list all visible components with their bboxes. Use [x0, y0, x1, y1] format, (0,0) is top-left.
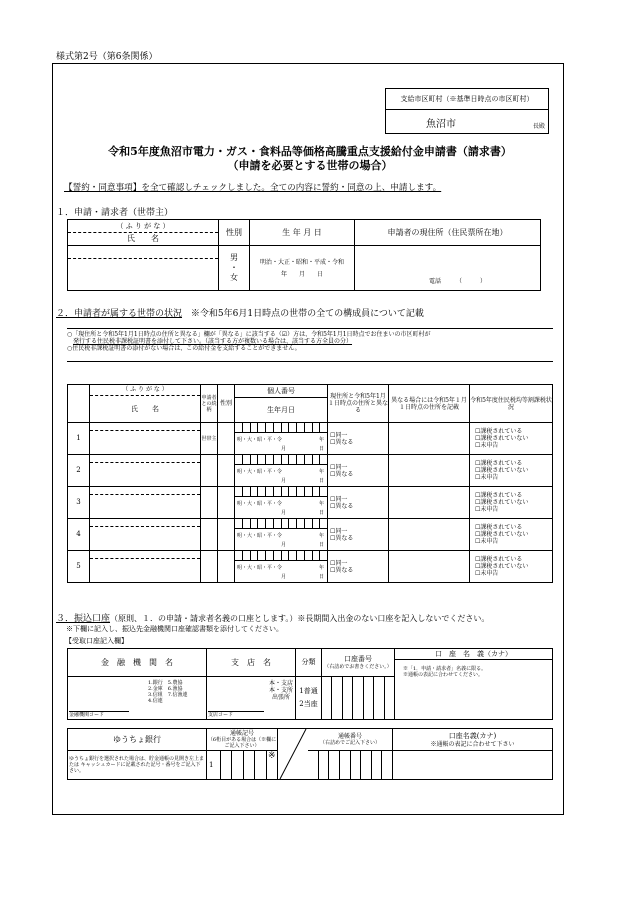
checkbox-different[interactable]: ☐異なる [330, 470, 354, 478]
section3-heading: ３．振込口座 [56, 614, 111, 624]
checkbox-not-taxed[interactable]: ☐課税されていない [475, 563, 529, 570]
tax-status-cell[interactable] [470, 519, 553, 551]
address-same-cell[interactable] [328, 455, 389, 487]
col-tax-status: 令和5年度住民税均等割課税状況 [470, 385, 553, 423]
kigo-sub: （6桁目がある場合は（※欄にご記入下さい） [207, 737, 277, 749]
bango-boxes[interactable] [308, 751, 393, 780]
kigo-boxes[interactable] [207, 751, 278, 780]
era-options: 明・大・昭・平・令 [237, 501, 283, 507]
tax-status-cell[interactable] [470, 487, 553, 519]
branch-code-label: 支店コード [208, 711, 264, 718]
address-same-cell[interactable] [328, 551, 389, 583]
checkbox-not-declared[interactable]: ☐未申告 [475, 538, 499, 545]
checkbox-not-declared[interactable]: ☐未申告 [475, 570, 499, 577]
info-line-2: 発行する住民税非課税証明書を添付して下さい。（該当する方が複数いる場合は、該当する方全員の分） [73, 338, 353, 345]
consent-statement: 【誓約・同意事項】を全て確認しチェックしました。全ての内容に誓約・同意の上、申請します。 [64, 183, 442, 193]
member-relation-cell[interactable] [201, 519, 218, 551]
checkbox-taxed[interactable]: ☐課税されている [475, 460, 523, 467]
checkbox-not-declared[interactable]: ☐未申告 [475, 474, 499, 481]
account-sub: （右詰めでお書きください。） [324, 664, 392, 670]
member-name-cell[interactable] [90, 551, 201, 583]
address-same-cell[interactable] [328, 423, 389, 455]
checkbox-different[interactable]: ☐異なる [330, 534, 354, 542]
member-relation-cell[interactable] [201, 551, 218, 583]
applicant-table [67, 219, 541, 291]
member-relation-cell[interactable] [201, 487, 218, 519]
checkbox-different[interactable]: ☐異なる [330, 566, 354, 574]
sex-header: 性別 [219, 220, 250, 246]
applicant-dob-cell[interactable] [250, 246, 355, 291]
old-address-cell[interactable] [389, 423, 470, 455]
sex-choice[interactable] [219, 246, 250, 291]
member-name-cell[interactable] [90, 519, 201, 551]
month-label: 月 [281, 574, 287, 580]
account-box-label: 【受取口座記入欄】 [65, 637, 128, 645]
month-label: 月 [281, 542, 287, 548]
era-options: 明・大・昭・平・令 [237, 533, 283, 539]
era-options: 明・大・昭・平・令 [237, 469, 283, 475]
checkbox-not-taxed[interactable]: ☐課税されていない [475, 531, 529, 538]
day-label: 日 [318, 510, 324, 516]
ymd-label: 年 月 日 [280, 270, 323, 278]
member-number-dob-cell[interactable] [235, 519, 328, 551]
col-address-diff: 異なる場合には令和5年１月１日時点の住所を記載 [389, 385, 470, 423]
bank-name-cell[interactable] [68, 677, 207, 720]
col-mynumber: 個人番号 [235, 385, 327, 398]
kigo-first-digit: 1 [209, 761, 214, 769]
dob-header: 生 年 月 日 [250, 220, 355, 246]
mynumber-boxes[interactable] [235, 551, 327, 561]
member-number-dob-cell[interactable] [235, 551, 328, 583]
member-name-cell[interactable] [90, 423, 201, 455]
col-furigana: （ ふ り が な ） [90, 385, 200, 396]
info-box [67, 328, 553, 362]
municipality-suffix: 長殿 [532, 123, 545, 130]
applicant-address-cell[interactable] [355, 246, 541, 291]
checkbox-not-declared[interactable]: ☐未申告 [475, 442, 499, 449]
branch-name-cell[interactable] [207, 677, 296, 720]
sex-male[interactable]: 男 [230, 253, 238, 262]
col-relation: 申請者との続柄 [201, 385, 218, 423]
row-number: 1 [68, 423, 90, 455]
holder-note-2: ※通帳の表記に合わせてください。 [403, 672, 484, 678]
checkbox-same[interactable]: ☐同一 [330, 527, 348, 535]
furigana-label: （ ふ り が な ） [68, 220, 218, 233]
member-sex-cell[interactable] [218, 455, 235, 487]
old-address-cell[interactable] [389, 551, 470, 583]
household-member-row [68, 423, 553, 455]
checkbox-same[interactable]: ☐同一 [330, 463, 348, 471]
name-label: 氏 名 [127, 234, 159, 243]
section2-heading: ２．申請者が属する世帯の状況 [56, 309, 183, 319]
yucho-holder-header: 口座名義(カナ) [448, 731, 497, 740]
member-sex-cell[interactable] [218, 551, 235, 583]
address-header: 申請者の現住所（住民票所在地） [355, 220, 541, 246]
household-member-row [68, 519, 553, 551]
page-subtitle: （申請を必要とする世帯の場合） [227, 159, 393, 172]
day-label: 日 [318, 574, 324, 580]
member-name-cell[interactable] [90, 487, 201, 519]
col-name: 氏 名 [131, 405, 159, 413]
member-name-cell[interactable] [90, 455, 201, 487]
day-label: 日 [318, 542, 324, 548]
checkbox-same[interactable]: ☐同一 [330, 431, 348, 439]
yucho-holder-cell[interactable] [393, 751, 553, 780]
col-address-same: 現住所と令和5年1月１日時点の住所と異なる [328, 385, 389, 423]
member-number-dob-cell[interactable] [235, 455, 328, 487]
checkbox-taxed[interactable]: ☐課税されている [475, 428, 523, 435]
bango-header: 通帳番号 [337, 733, 362, 740]
day-label: 日 [318, 446, 324, 452]
household-member-row [68, 487, 553, 519]
tax-status-cell[interactable] [470, 423, 553, 455]
era-options: 明・大・昭・平・令 [237, 437, 283, 443]
bango-sub: （右詰めでご記入下さい） [319, 740, 380, 746]
era-options: 明・大・昭・平・令 [237, 565, 283, 571]
account-type-options[interactable]: 1普通 2当座 [296, 677, 322, 720]
sex-female[interactable]: 女 [230, 273, 238, 282]
address-same-cell[interactable] [328, 487, 389, 519]
applicant-name-cell[interactable] [68, 246, 219, 291]
year-label: 年 [318, 469, 324, 475]
checkbox-taxed[interactable]: ☐課税されている [475, 492, 523, 499]
old-address-cell[interactable] [389, 519, 470, 551]
yucho-note: ゆうちょ銀行を選択された場合は、貯金通帳の見開き左上または キャッシュカードに記載された記号・番号をご記入下さい。 [68, 751, 207, 780]
mynumber-boxes[interactable] [235, 487, 327, 497]
tax-status-cell[interactable] [470, 455, 553, 487]
yucho-table [67, 728, 553, 780]
mynumber-boxes[interactable] [235, 519, 327, 529]
day-label: 日 [318, 478, 324, 484]
month-label: 月 [281, 510, 287, 516]
tax-status-cell[interactable] [470, 551, 553, 583]
sex-separator: ・ [230, 263, 238, 272]
year-label: 年 [318, 437, 324, 443]
bank-account-table [67, 648, 553, 720]
row-number: 4 [68, 519, 90, 551]
section1-heading: １．申請・請求者（世帯主） [56, 208, 174, 218]
year-label: 年 [318, 501, 324, 507]
form-number: 様式第2号（第6条関係） [56, 52, 158, 62]
bank-type-options: 1.銀行 5.農協 2.金庫 6.漁協 3.信組 7.信漁連 4.信連 [148, 680, 188, 704]
member-relation-cell[interactable] [201, 455, 218, 487]
checkbox-taxed[interactable]: ☐課税されている [475, 524, 523, 531]
municipality-box [385, 88, 549, 134]
year-label: 年 [318, 565, 324, 571]
col-sex: 性別 [218, 385, 235, 423]
yucho-holder-sub: ※通帳の表記に合わせて下さい [430, 740, 515, 748]
mynumber-boxes[interactable] [235, 455, 327, 465]
household-member-row [68, 551, 553, 583]
month-label: 月 [281, 446, 287, 452]
address-same-cell[interactable] [328, 519, 389, 551]
municipality-header: 支給市区町村（※基準日時点の市区町村） [386, 89, 548, 110]
checkbox-different[interactable]: ☐異なる [330, 502, 354, 510]
member-sex-cell[interactable] [218, 519, 235, 551]
section3-sub: ※下欄に記入し、振込先金融機関口座確認書類を添付してください。 [66, 625, 283, 633]
row-number: 3 [68, 487, 90, 519]
member-relation-cell[interactable]: 世帯主 [201, 423, 218, 455]
checkbox-same[interactable]: ☐同一 [330, 495, 348, 503]
section2-note: ※令和5年6月1日時点の世帯の全ての構成員について記載 [190, 309, 424, 319]
row-number: 2 [68, 455, 90, 487]
separator-slash [278, 729, 309, 780]
checkbox-same[interactable]: ☐同一 [330, 559, 348, 567]
year-label: 年 [318, 533, 324, 539]
member-sex-cell[interactable] [218, 423, 235, 455]
type-header: 分類 [296, 649, 322, 677]
phone-label: 電話 （ ） [429, 278, 487, 285]
row-number: 5 [68, 551, 90, 583]
kigo-header: 通帳記号 [229, 730, 254, 737]
account-holder-cell[interactable] [395, 649, 553, 720]
checkbox-taxed[interactable]: ☐課税されている [475, 556, 523, 563]
info-line-1: ○「現住所と令和5年1月1日時点の住所と異なる」欄が「異なる」に該当する（☑）方は、令和5年1月1日時点でお住まいの市区町村が [67, 331, 431, 338]
col-dob: 生年月日 [267, 406, 295, 414]
info-line-3: ○住民税非課税証明書の添付がない場合は、この給付金を支給することができません。 [67, 345, 301, 352]
holder-header: 口 座 名 義（カナ） [395, 649, 552, 660]
holder-note-1: ※「1．申請・請求者」名義に限る。 [403, 666, 487, 672]
member-number-dob-cell[interactable] [235, 423, 328, 455]
household-table [67, 384, 553, 583]
checkbox-not-taxed[interactable]: ☐課税されていない [475, 435, 529, 442]
month-label: 月 [281, 478, 287, 484]
account-number-boxes[interactable] [322, 677, 395, 720]
section3-heading-rest: （原則、１．の申請・請求者名義の口座とします。）※長期間入出金のない口座を記入しないでください。 [110, 614, 490, 623]
bank-header: 金 融 機 関 名 [68, 649, 207, 677]
bank-code-label: 金融機関コード [69, 711, 129, 718]
mynumber-boxes[interactable] [235, 423, 327, 433]
checkbox-not-taxed[interactable]: ☐課税されていない [475, 499, 529, 506]
checkbox-different[interactable]: ☐異なる [330, 438, 354, 446]
old-address-cell[interactable] [389, 487, 470, 519]
kigo-asterisk: ※ [266, 751, 278, 779]
old-address-cell[interactable] [389, 455, 470, 487]
era-options: 明治・大正・昭和・平成・令和 [259, 258, 344, 266]
household-member-row [68, 455, 553, 487]
member-sex-cell[interactable] [218, 487, 235, 519]
branch-type-options: 本・支店 本・支所 出張所 [268, 680, 293, 701]
checkbox-not-declared[interactable]: ☐未申告 [475, 506, 499, 513]
member-number-dob-cell[interactable] [235, 487, 328, 519]
yucho-label: ゆうちょ銀行 [68, 729, 207, 751]
page-title: 令和5年度魚沼市電力・ガス・食料品等価格高騰重点支援給付金申請書（請求書） [108, 145, 512, 158]
checkbox-not-taxed[interactable]: ☐課税されていない [475, 467, 529, 474]
municipality-name[interactable]: 魚沼市 [426, 119, 456, 130]
branch-header: 支 店 名 [207, 649, 296, 677]
account-header: 口座番号 [344, 655, 372, 663]
